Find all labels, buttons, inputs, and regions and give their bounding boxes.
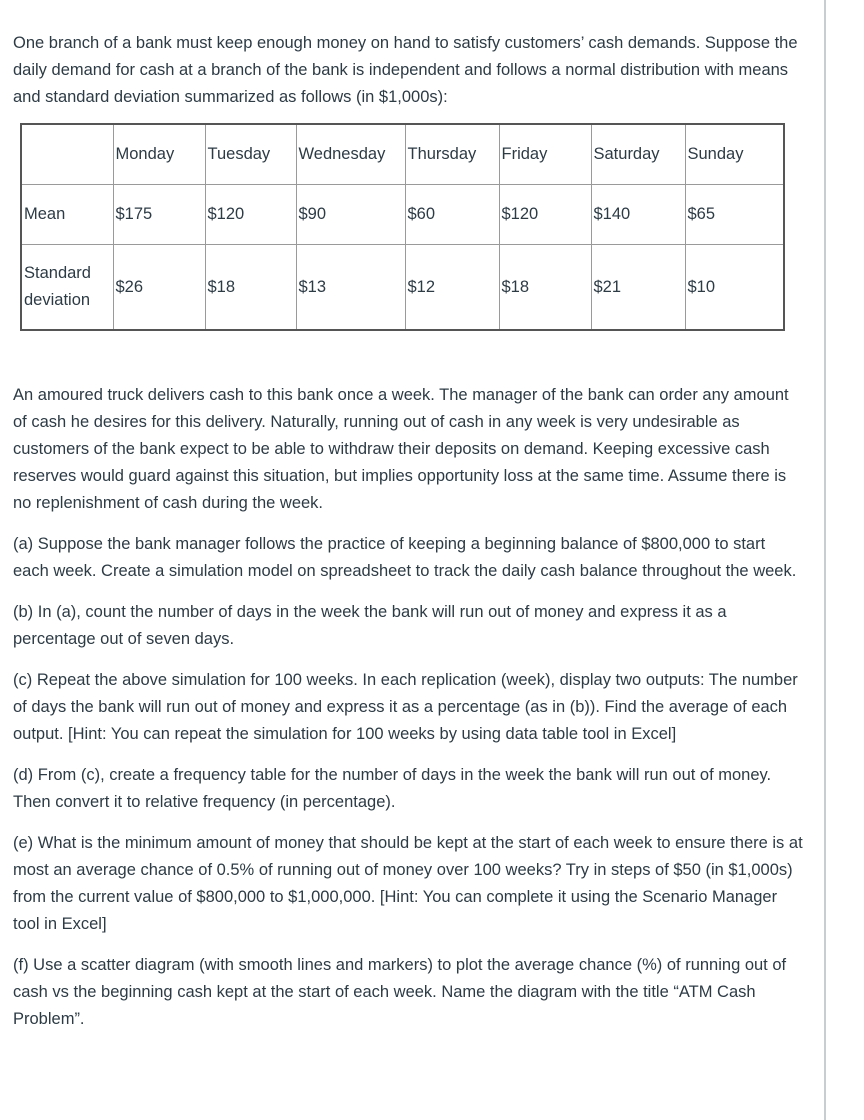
question-part-a: (a) Suppose the bank manager follows the practice of keeping a beginning balance of $800,000 to start each week. Create a simulation model on spreadsheet to track the daily cash balance throughout the week. [13,535,797,580]
mean-thursday: $60 [405,185,499,245]
intro-paragraph: One branch of a bank must keep enough money on hand to satisfy customers’ cash demands. Suppose the daily demand for cash at a branch of the bank is independent and follows a normal distribution with means and standard deviation summarized as follows (in $1,000s): [13,34,798,106]
day-header-tuesday: Tuesday [205,124,296,185]
sd-wednesday: $13 [296,245,405,331]
question-content [13,30,803,1047]
question-part-b: (b) In (a), count the number of days in the week the bank will run out of money and express it as a percentage out of seven days. [13,603,727,648]
question-part-d: (d) From (c), create a frequency table for the number of days in the week the bank will run out of money. Then convert it to relative frequency (in percentage). [13,766,772,811]
mean-wednesday: $90 [296,185,405,245]
std-dev-row [21,245,784,331]
day-header-monday: Monday [113,124,205,185]
day-header-wednesday: Wednesday [296,124,405,185]
day-header-thursday: Thursday [405,124,499,185]
day-header-saturday: Saturday [591,124,685,185]
sd-tuesday: $18 [205,245,296,331]
sd-saturday: $21 [591,245,685,331]
mean-sunday: $65 [685,185,784,245]
question-part-c: (c) Repeat the above simulation for 100 weeks. In each replication (week), display two outputs: The number of days the bank will run out of money and express it as a percentage (as in (b)). Find the average of each output. [Hint: You can repeat the simulation for 100 weeks by using data table tool in Excel] [13,671,798,743]
spacer [13,331,803,382]
mean-row-label: Mean [21,185,113,245]
day-header-sunday: Sunday [685,124,784,185]
context-paragraph: An amoured truck delivers cash to this bank once a week. The manager of the bank can order any amount of cash he desires for this delivery. Naturally, running out of cash in any week is very undesirable as customers of the bank expect to be able to withdraw their deposits on demand. Keeping excessive cash reserves would guard against this situation, but implies opportunity loss at the same time. Assume there is no replenishment of cash during the week. [13,386,789,512]
sd-sunday: $10 [685,245,784,331]
sd-friday: $18 [499,245,591,331]
mean-tuesday: $120 [205,185,296,245]
mean-saturday: $140 [591,185,685,245]
mean-monday: $175 [113,185,205,245]
cash-demand-table [20,123,785,331]
table-header-row [21,124,784,185]
mean-row [21,185,784,245]
std-dev-row-label: Standard deviation [21,245,113,331]
page-right-border [824,0,826,1120]
mean-friday: $120 [499,185,591,245]
question-part-f: (f) Use a scatter diagram (with smooth lines and markers) to plot the average chance (%) of running out of cash vs the beginning cash kept at the start of each week. Name the diagram with the title “ATM Cash Problem”. [13,956,787,1028]
sd-thursday: $12 [405,245,499,331]
day-header-friday: Friday [499,124,591,185]
sd-monday: $26 [113,245,205,331]
table-corner-cell [21,124,113,185]
question-part-e: (e) What is the minimum amount of money that should be kept at the start of each week to ensure there is at most an average chance of 0.5% of running out of money over 100 weeks? Try in steps of $50 (in $1,000s) from the current value of $800,000 to $1,000,000. [Hint: You can complete it using the Scenario Manager tool in Excel] [13,834,803,933]
